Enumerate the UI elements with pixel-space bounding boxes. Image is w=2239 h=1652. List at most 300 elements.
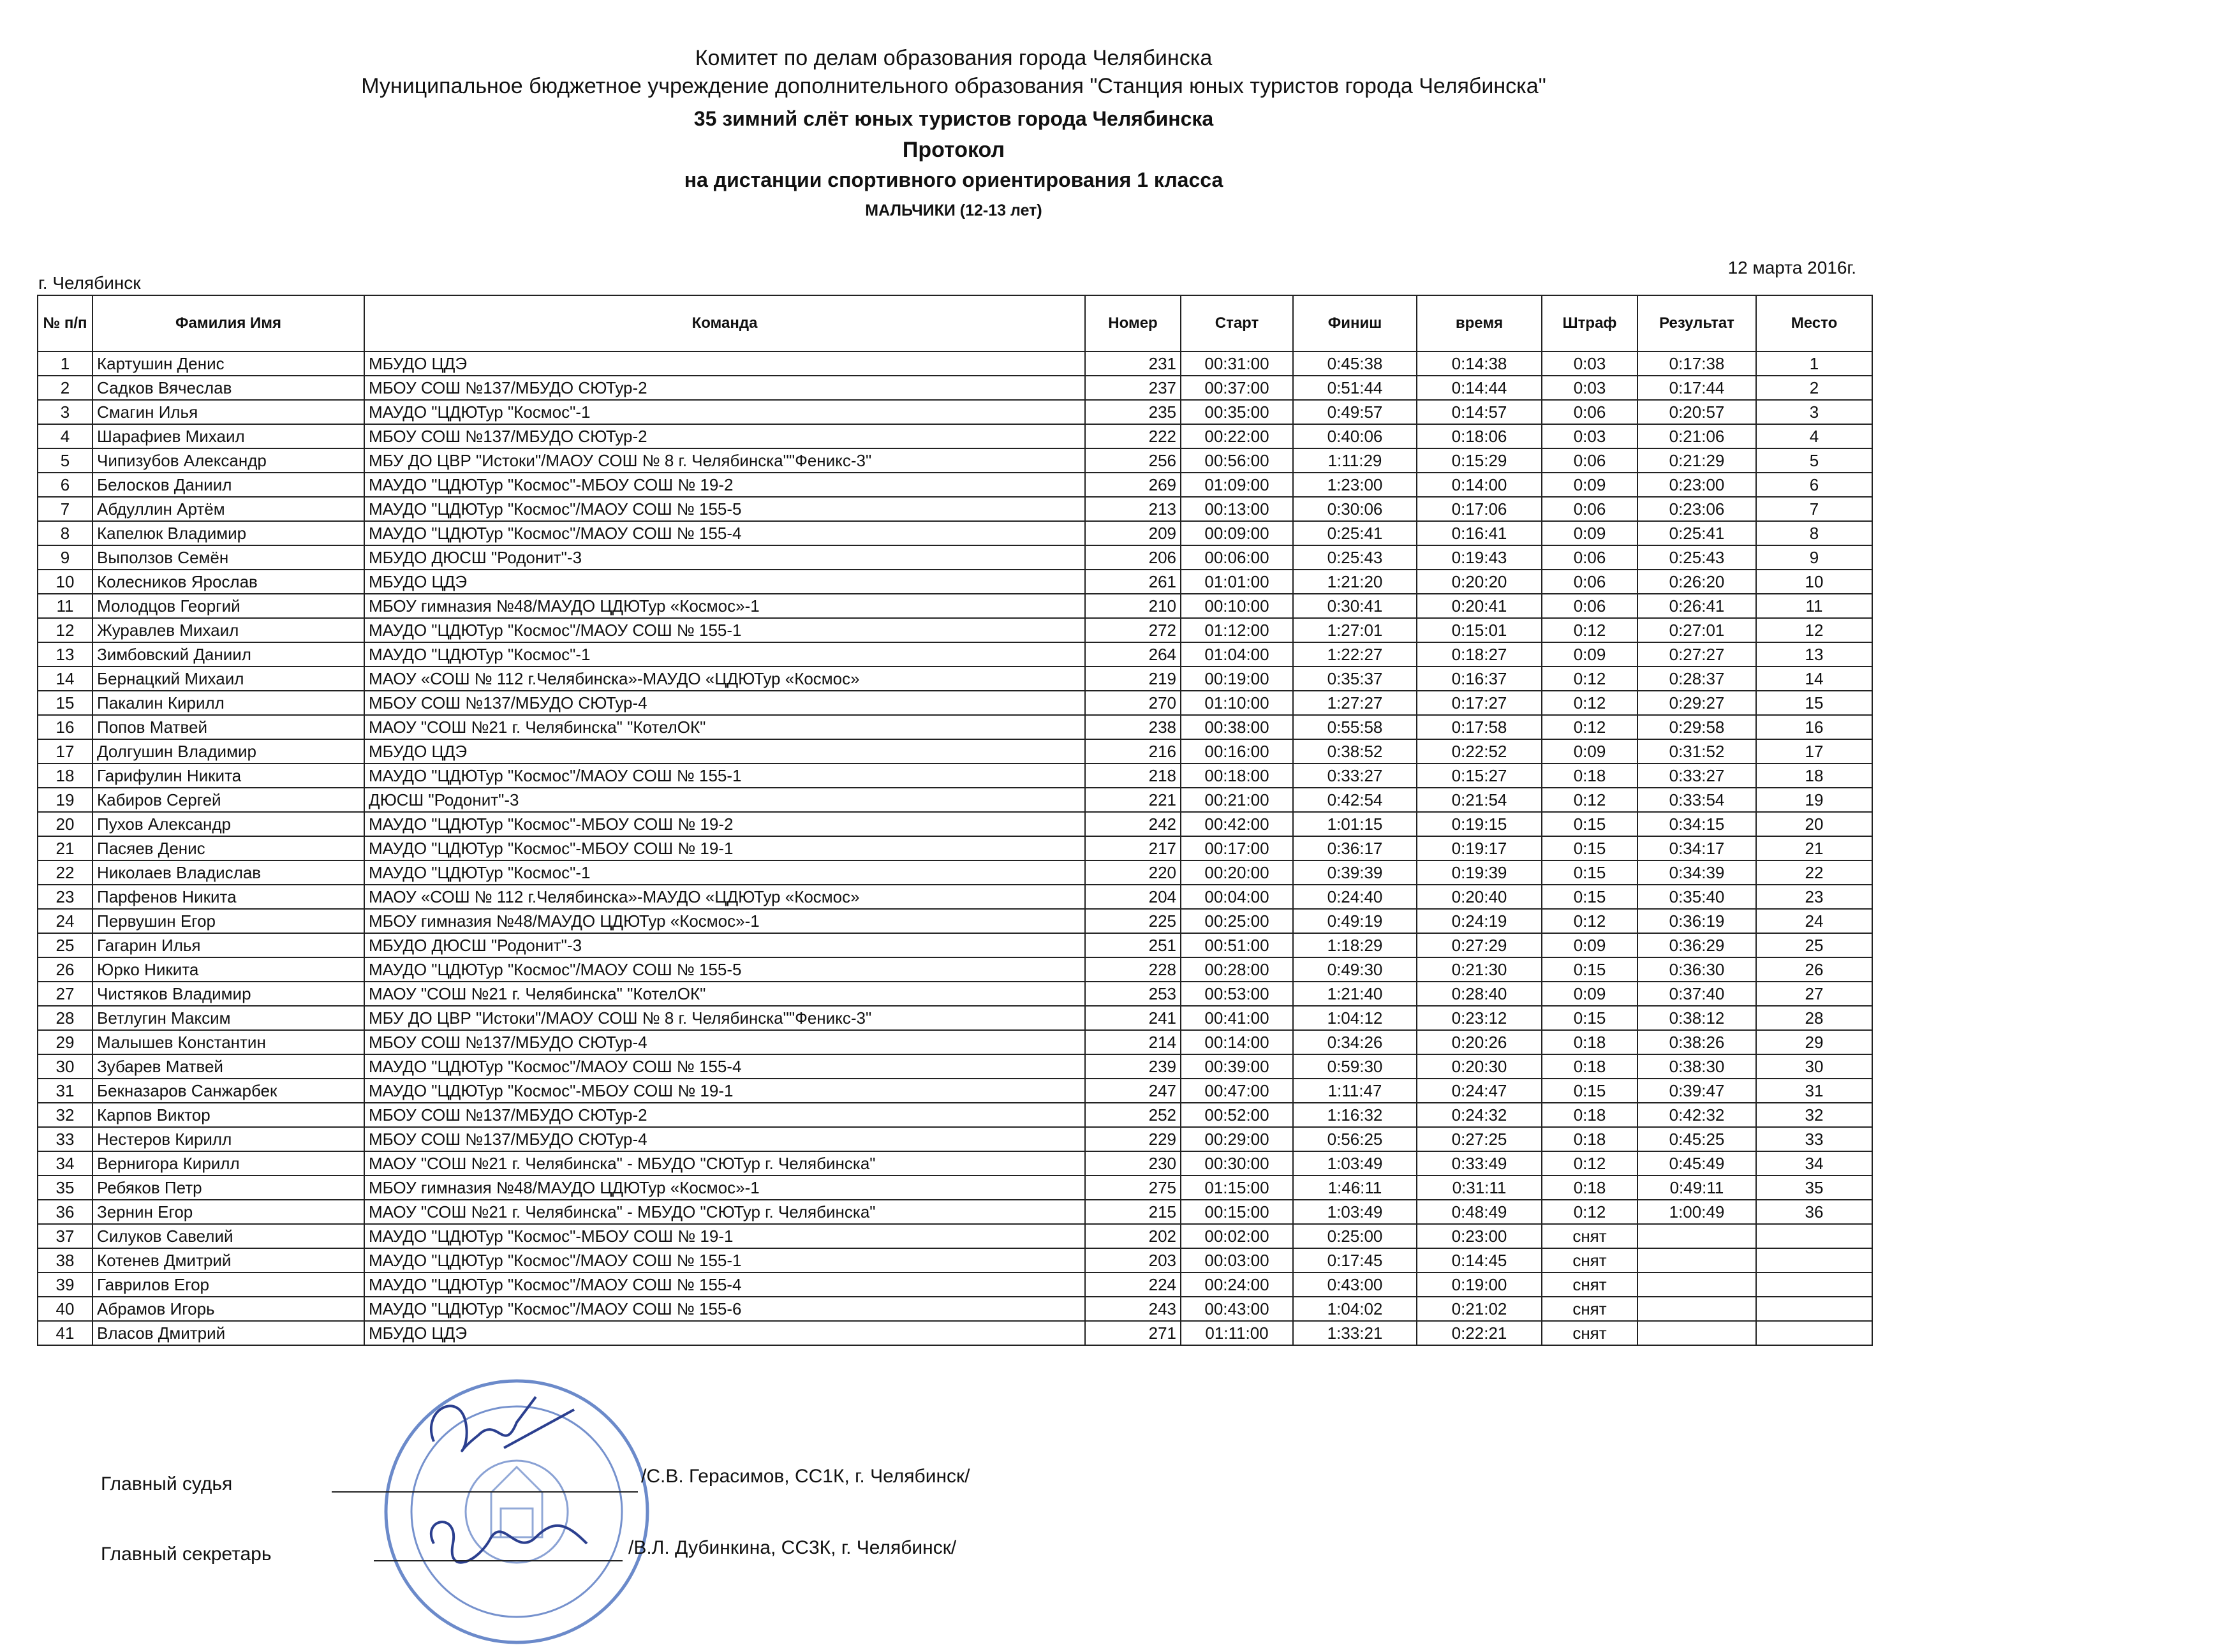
row-result: 0:26:41 <box>1637 594 1756 618</box>
row-penalty: снят <box>1542 1321 1637 1345</box>
row-penalty: 0:06 <box>1542 545 1637 570</box>
row-num: 1 <box>38 351 92 376</box>
row-team: МБОУ СОШ №137/МБУДО СЮТур-2 <box>364 376 1085 400</box>
row-start: 00:19:00 <box>1181 667 1293 691</box>
row-place <box>1756 1321 1872 1345</box>
table-row <box>38 400 1872 424</box>
row-team: ДЮСШ "Родонит"-3 <box>364 788 1085 812</box>
table-row <box>38 570 1872 594</box>
table-row <box>38 1297 1872 1321</box>
table-row <box>38 497 1872 521</box>
row-start: 01:09:00 <box>1181 473 1293 497</box>
row-finish: 1:21:40 <box>1293 982 1417 1006</box>
row-start: 00:37:00 <box>1181 376 1293 400</box>
row-place: 14 <box>1756 667 1872 691</box>
table-row <box>38 618 1872 642</box>
row-num: 29 <box>38 1030 92 1054</box>
row-time: 0:19:39 <box>1417 860 1542 885</box>
row-num: 38 <box>38 1248 92 1272</box>
row-team: МАОУ "СОШ №21 г. Челябинска" - МБУДО "СЮТур г. Челябинска" <box>364 1151 1085 1176</box>
row-start: 01:11:00 <box>1181 1321 1293 1345</box>
row-team: МАУДО "ЦДЮТур "Космос"-МБОУ СОШ № 19-1 <box>364 836 1085 860</box>
table-row <box>38 351 1872 376</box>
row-time: 0:17:06 <box>1417 497 1542 521</box>
row-finish: 0:25:00 <box>1293 1224 1417 1248</box>
row-num: 23 <box>38 885 92 909</box>
row-team: МАУДО "ЦДЮТур "Космос"/МАОУ СОШ № 155-6 <box>364 1297 1085 1321</box>
row-finish: 1:01:15 <box>1293 812 1417 836</box>
table-row <box>38 1200 1872 1224</box>
row-penalty: 0:09 <box>1542 642 1637 667</box>
row-team: МАУДО "ЦДЮТур "Космос"/МАОУ СОШ № 155-4 <box>364 1272 1085 1297</box>
row-finish: 1:03:49 <box>1293 1200 1417 1224</box>
row-num: 12 <box>38 618 92 642</box>
row-result: 0:26:20 <box>1637 570 1756 594</box>
row-num: 7 <box>38 497 92 521</box>
row-finish: 0:43:00 <box>1293 1272 1417 1297</box>
row-name: Первушин Егор <box>92 909 364 933</box>
row-penalty: 0:09 <box>1542 739 1637 763</box>
row-time: 0:20:26 <box>1417 1030 1542 1054</box>
row-start: 01:10:00 <box>1181 691 1293 715</box>
row-num: 8 <box>38 521 92 545</box>
row-time: 0:23:12 <box>1417 1006 1542 1030</box>
row-bib: 251 <box>1085 933 1181 957</box>
row-result: 0:27:27 <box>1637 642 1756 667</box>
row-penalty: 0:09 <box>1542 521 1637 545</box>
row-place: 33 <box>1756 1127 1872 1151</box>
row-finish: 1:21:20 <box>1293 570 1417 594</box>
secretary-signature <box>415 1499 606 1575</box>
row-result: 0:39:47 <box>1637 1079 1756 1103</box>
table-row <box>38 1103 1872 1127</box>
row-name: Журавлев Михаил <box>92 618 364 642</box>
col-time-header: время <box>1417 295 1542 351</box>
row-team: МАУДО "ЦДЮТур "Космос"-МБОУ СОШ № 19-2 <box>364 473 1085 497</box>
row-name: Пасяев Денис <box>92 836 364 860</box>
row-start: 00:31:00 <box>1181 351 1293 376</box>
row-penalty: снят <box>1542 1272 1637 1297</box>
row-bib: 204 <box>1085 885 1181 909</box>
row-bib: 235 <box>1085 400 1181 424</box>
row-bib: 222 <box>1085 424 1181 448</box>
discipline-title: на дистанции спортивного ориентирования 1 класса <box>684 168 1223 191</box>
table-row <box>38 1321 1872 1345</box>
row-time: 0:16:41 <box>1417 521 1542 545</box>
row-place: 31 <box>1756 1079 1872 1103</box>
row-team: МБОУ гимназия №48/МАУДО ЦДЮТур «Космос»-1 <box>364 1176 1085 1200</box>
row-name: Вернигора Кирилл <box>92 1151 364 1176</box>
row-num: 25 <box>38 933 92 957</box>
organization-title: Муниципальное бюджетное учреждение дополнительного образования "Станция юных туристов города Челябинска" <box>361 74 1546 98</box>
row-num: 20 <box>38 812 92 836</box>
col-start-header: Старт <box>1181 295 1293 351</box>
row-place: 10 <box>1756 570 1872 594</box>
row-bib: 213 <box>1085 497 1181 521</box>
row-result: 0:28:37 <box>1637 667 1756 691</box>
row-result: 0:36:29 <box>1637 933 1756 957</box>
row-place: 15 <box>1756 691 1872 715</box>
row-team: МАОУ "СОШ №21 г. Челябинска" - МБУДО "СЮТур г. Челябинска" <box>364 1200 1085 1224</box>
row-result: 0:38:26 <box>1637 1030 1756 1054</box>
row-name: Гаврилов Егор <box>92 1272 364 1297</box>
table-row <box>38 1079 1872 1103</box>
row-name: Белосков Даниил <box>92 473 364 497</box>
row-num: 9 <box>38 545 92 570</box>
row-bib: 271 <box>1085 1321 1181 1345</box>
row-num: 31 <box>38 1079 92 1103</box>
row-place: 2 <box>1756 376 1872 400</box>
row-team: МБУДО ДЮСШ "Родонит"-3 <box>364 545 1085 570</box>
row-team: МАОУ "СОШ №21 г. Челябинска" "КотелОК" <box>364 982 1085 1006</box>
row-team: МБУДО ЦДЭ <box>364 739 1085 763</box>
row-penalty: 0:03 <box>1542 424 1637 448</box>
row-time: 0:33:49 <box>1417 1151 1542 1176</box>
row-team: МАУДО "ЦДЮТур "Космос"-1 <box>364 860 1085 885</box>
row-time: 0:15:01 <box>1417 618 1542 642</box>
row-start: 00:13:00 <box>1181 497 1293 521</box>
row-team: МАУДО "ЦДЮТур "Космос"/МАОУ СОШ № 155-5 <box>364 497 1085 521</box>
row-time: 0:20:20 <box>1417 570 1542 594</box>
row-penalty: 0:18 <box>1542 1103 1637 1127</box>
row-penalty: 0:15 <box>1542 836 1637 860</box>
row-name: Парфенов Никита <box>92 885 364 909</box>
row-start: 00:47:00 <box>1181 1079 1293 1103</box>
row-penalty: 0:12 <box>1542 715 1637 739</box>
row-name: Чистяков Владимир <box>92 982 364 1006</box>
row-name: Колесников Ярослав <box>92 570 364 594</box>
row-time: 0:21:30 <box>1417 957 1542 982</box>
col-penalty-header: Штраф <box>1542 295 1637 351</box>
row-start: 00:43:00 <box>1181 1297 1293 1321</box>
row-result <box>1637 1321 1756 1345</box>
row-start: 00:41:00 <box>1181 1006 1293 1030</box>
row-result: 0:25:43 <box>1637 545 1756 570</box>
row-team: МАУДО "ЦДЮТур "Космос"-1 <box>364 642 1085 667</box>
col-team-header: Команда <box>364 295 1085 351</box>
row-bib: 209 <box>1085 521 1181 545</box>
table-row <box>38 424 1872 448</box>
row-place: 6 <box>1756 473 1872 497</box>
row-finish: 0:55:58 <box>1293 715 1417 739</box>
row-penalty: 0:18 <box>1542 1054 1637 1079</box>
row-result: 0:21:29 <box>1637 448 1756 473</box>
table-row <box>38 448 1872 473</box>
row-name: Капелюк Владимир <box>92 521 364 545</box>
row-bib: 221 <box>1085 788 1181 812</box>
row-name: Власов Дмитрий <box>92 1321 364 1345</box>
row-result: 0:17:38 <box>1637 351 1756 376</box>
row-name: Молодцов Георгий <box>92 594 364 618</box>
row-penalty: 0:12 <box>1542 667 1637 691</box>
row-bib: 202 <box>1085 1224 1181 1248</box>
row-num: 28 <box>38 1006 92 1030</box>
row-finish: 0:34:26 <box>1293 1030 1417 1054</box>
row-start: 00:18:00 <box>1181 763 1293 788</box>
row-place: 4 <box>1756 424 1872 448</box>
row-result: 0:23:00 <box>1637 473 1756 497</box>
row-team: МБУДО ДЮСШ "Родонит"-3 <box>364 933 1085 957</box>
row-start: 00:15:00 <box>1181 1200 1293 1224</box>
table-row <box>38 1248 1872 1272</box>
row-finish: 1:11:29 <box>1293 448 1417 473</box>
col-result-header: Результат <box>1637 295 1756 351</box>
row-team: МАУДО "ЦДЮТур "Космос"/МАОУ СОШ № 155-1 <box>364 763 1085 788</box>
row-bib: 238 <box>1085 715 1181 739</box>
row-team: МБОУ гимназия №48/МАУДО ЦДЮТур «Космос»-1 <box>364 909 1085 933</box>
row-num: 2 <box>38 376 92 400</box>
row-num: 17 <box>38 739 92 763</box>
row-bib: 269 <box>1085 473 1181 497</box>
row-place: 18 <box>1756 763 1872 788</box>
row-bib: 243 <box>1085 1297 1181 1321</box>
row-place <box>1756 1272 1872 1297</box>
row-penalty: 0:15 <box>1542 1006 1637 1030</box>
chief-secretary-name: /В.Л. Дубинкина, СС3К, г. Челябинск/ <box>628 1537 957 1558</box>
row-name: Бекназаров Санжарбек <box>92 1079 364 1103</box>
row-start: 00:22:00 <box>1181 424 1293 448</box>
table-row <box>38 788 1872 812</box>
row-name: Ребяков Петр <box>92 1176 364 1200</box>
row-name: Зимбовский Даниил <box>92 642 364 667</box>
row-bib: 216 <box>1085 739 1181 763</box>
table-row <box>38 376 1872 400</box>
row-name: Карпов Виктор <box>92 1103 364 1127</box>
row-finish: 0:25:41 <box>1293 521 1417 545</box>
row-place: 22 <box>1756 860 1872 885</box>
row-penalty: 0:03 <box>1542 351 1637 376</box>
row-result: 0:29:58 <box>1637 715 1756 739</box>
table-row <box>38 957 1872 982</box>
row-penalty: 0:06 <box>1542 400 1637 424</box>
row-time: 0:24:32 <box>1417 1103 1542 1127</box>
row-result: 0:17:44 <box>1637 376 1756 400</box>
row-bib: 237 <box>1085 376 1181 400</box>
row-result: 0:34:15 <box>1637 812 1756 836</box>
row-time: 0:48:49 <box>1417 1200 1542 1224</box>
row-time: 0:27:29 <box>1417 933 1542 957</box>
row-bib: 270 <box>1085 691 1181 715</box>
chief-judge-label: Главный судья <box>101 1473 233 1494</box>
row-num: 22 <box>38 860 92 885</box>
row-bib: 229 <box>1085 1127 1181 1151</box>
row-result: 0:25:41 <box>1637 521 1756 545</box>
row-time: 0:14:38 <box>1417 351 1542 376</box>
row-team: МБУДО ЦДЭ <box>364 351 1085 376</box>
row-team: МАОУ «СОШ № 112 г.Челябинска»-МАУДО «ЦДЮТур «Космос» <box>364 885 1085 909</box>
row-name: Садков Вячеслав <box>92 376 364 400</box>
col-num-header: № п/п <box>38 295 92 351</box>
row-start: 00:30:00 <box>1181 1151 1293 1176</box>
row-time: 0:27:25 <box>1417 1127 1542 1151</box>
row-num: 4 <box>38 424 92 448</box>
row-start: 00:25:00 <box>1181 909 1293 933</box>
row-bib: 203 <box>1085 1248 1181 1272</box>
row-finish: 1:46:11 <box>1293 1176 1417 1200</box>
row-num: 16 <box>38 715 92 739</box>
row-num: 41 <box>38 1321 92 1345</box>
document-title: Протокол <box>902 138 1005 162</box>
row-finish: 0:49:57 <box>1293 400 1417 424</box>
row-team: МБОУ СОШ №137/МБУДО СЮТур-4 <box>364 691 1085 715</box>
row-time: 0:20:41 <box>1417 594 1542 618</box>
row-team: МБУ ДО ЦВР "Истоки"/МАОУ СОШ № 8 г. Челябинска""Феникс-3" <box>364 448 1085 473</box>
row-bib: 264 <box>1085 642 1181 667</box>
row-bib: 217 <box>1085 836 1181 860</box>
row-start: 00:16:00 <box>1181 739 1293 763</box>
row-result: 0:34:17 <box>1637 836 1756 860</box>
row-finish: 0:30:41 <box>1293 594 1417 618</box>
table-row <box>38 691 1872 715</box>
row-place: 5 <box>1756 448 1872 473</box>
row-bib: 230 <box>1085 1151 1181 1176</box>
row-penalty: 0:15 <box>1542 885 1637 909</box>
row-time: 0:22:21 <box>1417 1321 1542 1345</box>
row-start: 00:06:00 <box>1181 545 1293 570</box>
row-penalty: 0:18 <box>1542 1030 1637 1054</box>
row-bib: 253 <box>1085 982 1181 1006</box>
table-row <box>38 836 1872 860</box>
row-place: 36 <box>1756 1200 1872 1224</box>
row-place: 29 <box>1756 1030 1872 1054</box>
row-num: 18 <box>38 763 92 788</box>
row-bib: 214 <box>1085 1030 1181 1054</box>
table-row <box>38 885 1872 909</box>
city-label: г. Челябинск <box>38 273 141 293</box>
table-row <box>38 473 1872 497</box>
row-finish: 0:17:45 <box>1293 1248 1417 1272</box>
row-start: 00:42:00 <box>1181 812 1293 836</box>
table-row <box>38 642 1872 667</box>
results-body <box>38 351 1872 1345</box>
row-place: 32 <box>1756 1103 1872 1127</box>
row-place: 21 <box>1756 836 1872 860</box>
row-bib: 224 <box>1085 1272 1181 1297</box>
row-team: МБОУ СОШ №137/МБУДО СЮТур-4 <box>364 1030 1085 1054</box>
row-finish: 1:18:29 <box>1293 933 1417 957</box>
event-title: 35 зимний слёт юных туристов города Челябинска <box>693 107 1214 130</box>
row-bib: 206 <box>1085 545 1181 570</box>
row-start: 00:14:00 <box>1181 1030 1293 1054</box>
table-row <box>38 1151 1872 1176</box>
table-row <box>38 715 1872 739</box>
row-team: МБУДО ЦДЭ <box>364 570 1085 594</box>
row-result <box>1637 1248 1756 1272</box>
table-row <box>38 1006 1872 1030</box>
row-start: 00:35:00 <box>1181 400 1293 424</box>
row-place: 23 <box>1756 885 1872 909</box>
row-name: Смагин Илья <box>92 400 364 424</box>
row-start: 00:51:00 <box>1181 933 1293 957</box>
table-row <box>38 812 1872 836</box>
row-finish: 1:33:21 <box>1293 1321 1417 1345</box>
row-num: 37 <box>38 1224 92 1248</box>
row-name: Абрамов Игорь <box>92 1297 364 1321</box>
row-team: МБОУ СОШ №137/МБУДО СЮТур-4 <box>364 1127 1085 1151</box>
row-num: 11 <box>38 594 92 618</box>
row-penalty: 0:18 <box>1542 763 1637 788</box>
row-start: 00:29:00 <box>1181 1127 1293 1151</box>
row-team: МБУДО ЦДЭ <box>364 1321 1085 1345</box>
row-finish: 0:35:37 <box>1293 667 1417 691</box>
row-name: Бернацкий Михаил <box>92 667 364 691</box>
row-team: МБОУ гимназия №48/МАУДО ЦДЮТур «Космос»-1 <box>364 594 1085 618</box>
row-bib: 252 <box>1085 1103 1181 1127</box>
row-start: 00:28:00 <box>1181 957 1293 982</box>
row-finish: 0:30:06 <box>1293 497 1417 521</box>
row-result: 0:33:27 <box>1637 763 1756 788</box>
row-time: 0:22:52 <box>1417 739 1542 763</box>
row-start: 00:03:00 <box>1181 1248 1293 1272</box>
row-result: 0:37:40 <box>1637 982 1756 1006</box>
row-start: 01:12:00 <box>1181 618 1293 642</box>
table-row <box>38 909 1872 933</box>
row-finish: 0:40:06 <box>1293 424 1417 448</box>
row-name: Силуков Савелий <box>92 1224 364 1248</box>
row-start: 00:02:00 <box>1181 1224 1293 1248</box>
row-result: 0:36:19 <box>1637 909 1756 933</box>
row-start: 00:52:00 <box>1181 1103 1293 1127</box>
row-time: 0:14:45 <box>1417 1248 1542 1272</box>
row-finish: 0:56:25 <box>1293 1127 1417 1151</box>
row-place: 9 <box>1756 545 1872 570</box>
row-place: 11 <box>1756 594 1872 618</box>
row-team: МАУДО "ЦДЮТур "Космос"/МАОУ СОШ № 155-1 <box>364 618 1085 642</box>
row-time: 0:19:17 <box>1417 836 1542 860</box>
row-result: 0:38:12 <box>1637 1006 1756 1030</box>
col-bib-header: Номер <box>1085 295 1181 351</box>
row-finish: 0:25:43 <box>1293 545 1417 570</box>
chief-judge-name: /С.В. Герасимов, СС1К, г. Челябинск/ <box>641 1466 970 1487</box>
row-team: МАУДО "ЦДЮТур "Космос"/МАОУ СОШ № 155-4 <box>364 521 1085 545</box>
row-place: 34 <box>1756 1151 1872 1176</box>
row-bib: 210 <box>1085 594 1181 618</box>
row-result: 1:00:49 <box>1637 1200 1756 1224</box>
row-result: 0:33:54 <box>1637 788 1756 812</box>
row-penalty: снят <box>1542 1297 1637 1321</box>
row-start: 00:39:00 <box>1181 1054 1293 1079</box>
row-name: Кабиров Сергей <box>92 788 364 812</box>
row-place: 26 <box>1756 957 1872 982</box>
row-team: МАУДО "ЦДЮТур "Космос"-1 <box>364 400 1085 424</box>
row-start: 01:15:00 <box>1181 1176 1293 1200</box>
row-finish: 1:27:01 <box>1293 618 1417 642</box>
chief-secretary-signature-line <box>374 1560 623 1561</box>
row-team: МАУДО "ЦДЮТур "Космос"-МБОУ СОШ № 19-1 <box>364 1079 1085 1103</box>
row-start: 00:09:00 <box>1181 521 1293 545</box>
row-result: 0:49:11 <box>1637 1176 1756 1200</box>
row-finish: 1:16:32 <box>1293 1103 1417 1127</box>
row-bib: 275 <box>1085 1176 1181 1200</box>
table-row <box>38 739 1872 763</box>
row-time: 0:21:02 <box>1417 1297 1542 1321</box>
row-bib: 231 <box>1085 351 1181 376</box>
table-row <box>38 933 1872 957</box>
row-name: Нестеров Кирилл <box>92 1127 364 1151</box>
table-row <box>38 763 1872 788</box>
row-place: 13 <box>1756 642 1872 667</box>
row-bib: 219 <box>1085 667 1181 691</box>
col-finish-header: Финиш <box>1293 295 1417 351</box>
row-num: 14 <box>38 667 92 691</box>
row-penalty: 0:12 <box>1542 1151 1637 1176</box>
row-place: 3 <box>1756 400 1872 424</box>
row-num: 32 <box>38 1103 92 1127</box>
table-row <box>38 667 1872 691</box>
row-time: 0:20:30 <box>1417 1054 1542 1079</box>
row-start: 01:04:00 <box>1181 642 1293 667</box>
row-time: 0:14:44 <box>1417 376 1542 400</box>
